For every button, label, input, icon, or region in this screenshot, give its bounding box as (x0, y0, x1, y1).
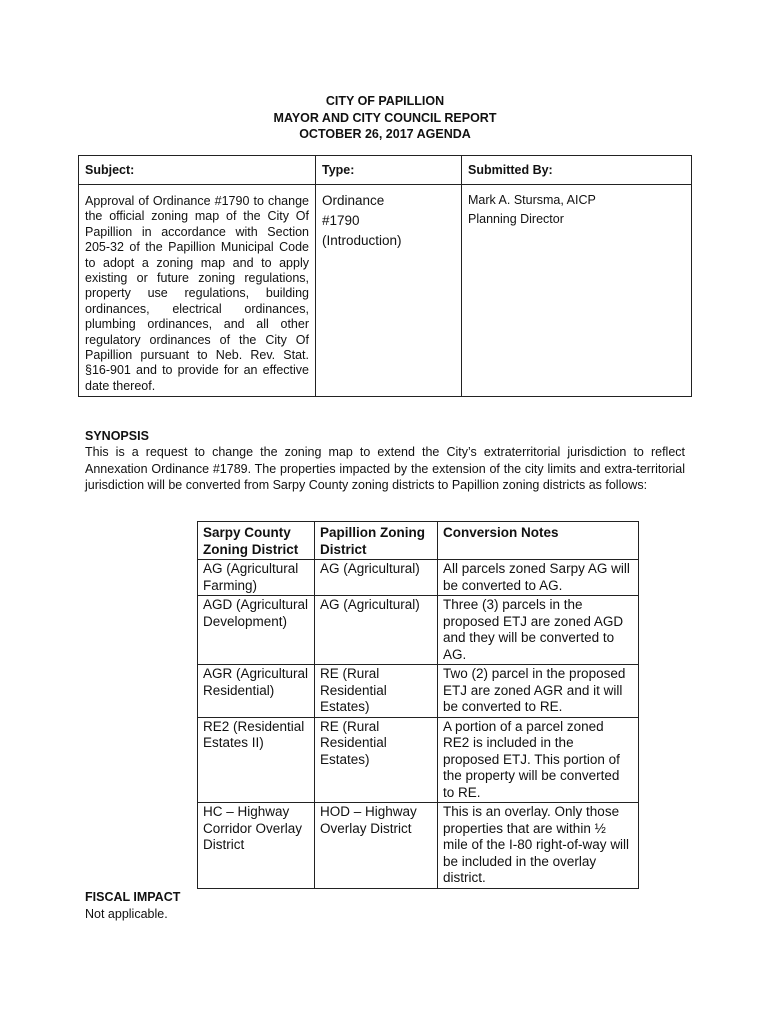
synopsis-body: This is a request to change the zoning map to extend the City’s extraterritorial jurisdiction to reflect Annexation Ordinance #1789. The properties impacted by the extension of the city limits and extra-territorial jurisdiction will be converted from Sarpy County zoning districts to Papillion zoning districts as follows: (85, 445, 685, 492)
submitted-by-cell (462, 185, 692, 397)
conversion-note-cell: Three (3) parcels in the proposed ETJ are zoned AGD and they will be converted to AG. (438, 596, 639, 665)
papillion-district-header: Papillion Zoning District (315, 522, 438, 560)
subject-header: Subject: (79, 156, 316, 185)
conversion-note-cell: This is an overlay. Only those properties that are within ½ mile of the I-80 right-of-way will be included in the overlay district. (438, 803, 639, 889)
type-header: Type: (316, 156, 462, 185)
synopsis-section (85, 428, 685, 494)
submitted-by-header: Submitted By: (462, 156, 692, 185)
fiscal-impact-title: FISCAL IMPACT (85, 890, 181, 904)
type-cell (316, 185, 462, 397)
table-row (198, 596, 639, 665)
fiscal-impact-section (85, 889, 180, 922)
fiscal-impact-body: Not applicable. (85, 906, 168, 921)
type-line: (Introduction) (322, 233, 402, 248)
submitter-role: Planning Director (468, 212, 564, 226)
report-header (0, 93, 770, 143)
conversion-note-cell: A portion of a parcel zoned RE2 is included in the proposed ETJ. This portion of the property will be converted to RE. (438, 717, 639, 803)
agenda-date: OCTOBER 26, 2017 AGENDA (299, 127, 471, 141)
subject-text: Approval of Ordinance #1790 to change the official zoning map of the City Of Papillion in accordance with Section 205-32 of the Papillion Municipal Code to adopt a zoning map and to apply existing or future zoning regulations, property use regulations, building ordinances, electrical ordinances, plumbing ordinances, and all other regulatory ordinances of the City Of Papillion pursuant to Neb. Rev. Stat. §16-901 and to provide for an effective date thereof. (79, 185, 316, 397)
table-row (198, 560, 639, 596)
sarpy-district-cell: HC – Highway Corridor Overlay District (198, 803, 315, 889)
conversion-table (197, 521, 639, 889)
papillion-district-cell: RE (Rural Residential Estates) (315, 717, 438, 803)
type-line: Ordinance (322, 193, 385, 208)
summary-content-row (79, 185, 692, 397)
submitter-name: Mark A. Stursma, AICP (468, 193, 596, 207)
table-row (198, 665, 639, 718)
conversion-note-cell: Two (2) parcel in the proposed ETJ are zoned AGR and it will be converted to RE. (438, 665, 639, 718)
summary-header-row (79, 156, 692, 185)
synopsis-title: SYNOPSIS (85, 429, 149, 443)
papillion-district-cell: AG (Agricultural) (315, 560, 438, 596)
sarpy-district-cell: RE2 (Residential Estates II) (198, 717, 315, 803)
city-title: CITY OF PAPILLION (325, 94, 445, 108)
sarpy-district-cell: AGD (Agricultural Development) (198, 596, 315, 665)
type-line: #1790 (322, 213, 360, 228)
conversion-notes-header: Conversion Notes (438, 522, 639, 560)
report-title: MAYOR AND CITY COUNCIL REPORT (273, 110, 497, 125)
conversion-header-row (198, 522, 639, 560)
papillion-district-cell: HOD – Highway Overlay District (315, 803, 438, 889)
papillion-district-cell: RE (Rural Residential Estates) (315, 665, 438, 718)
table-row (198, 717, 639, 803)
summary-table (78, 155, 692, 397)
table-row (198, 803, 639, 889)
sarpy-district-cell: AG (Agricultural Farming) (198, 560, 315, 596)
sarpy-district-header: Sarpy County Zoning District (198, 522, 315, 560)
papillion-district-cell: AG (Agricultural) (315, 596, 438, 665)
sarpy-district-cell: AGR (Agricultural Residential) (198, 665, 315, 718)
conversion-note-cell: All parcels zoned Sarpy AG will be converted to AG. (438, 560, 639, 596)
